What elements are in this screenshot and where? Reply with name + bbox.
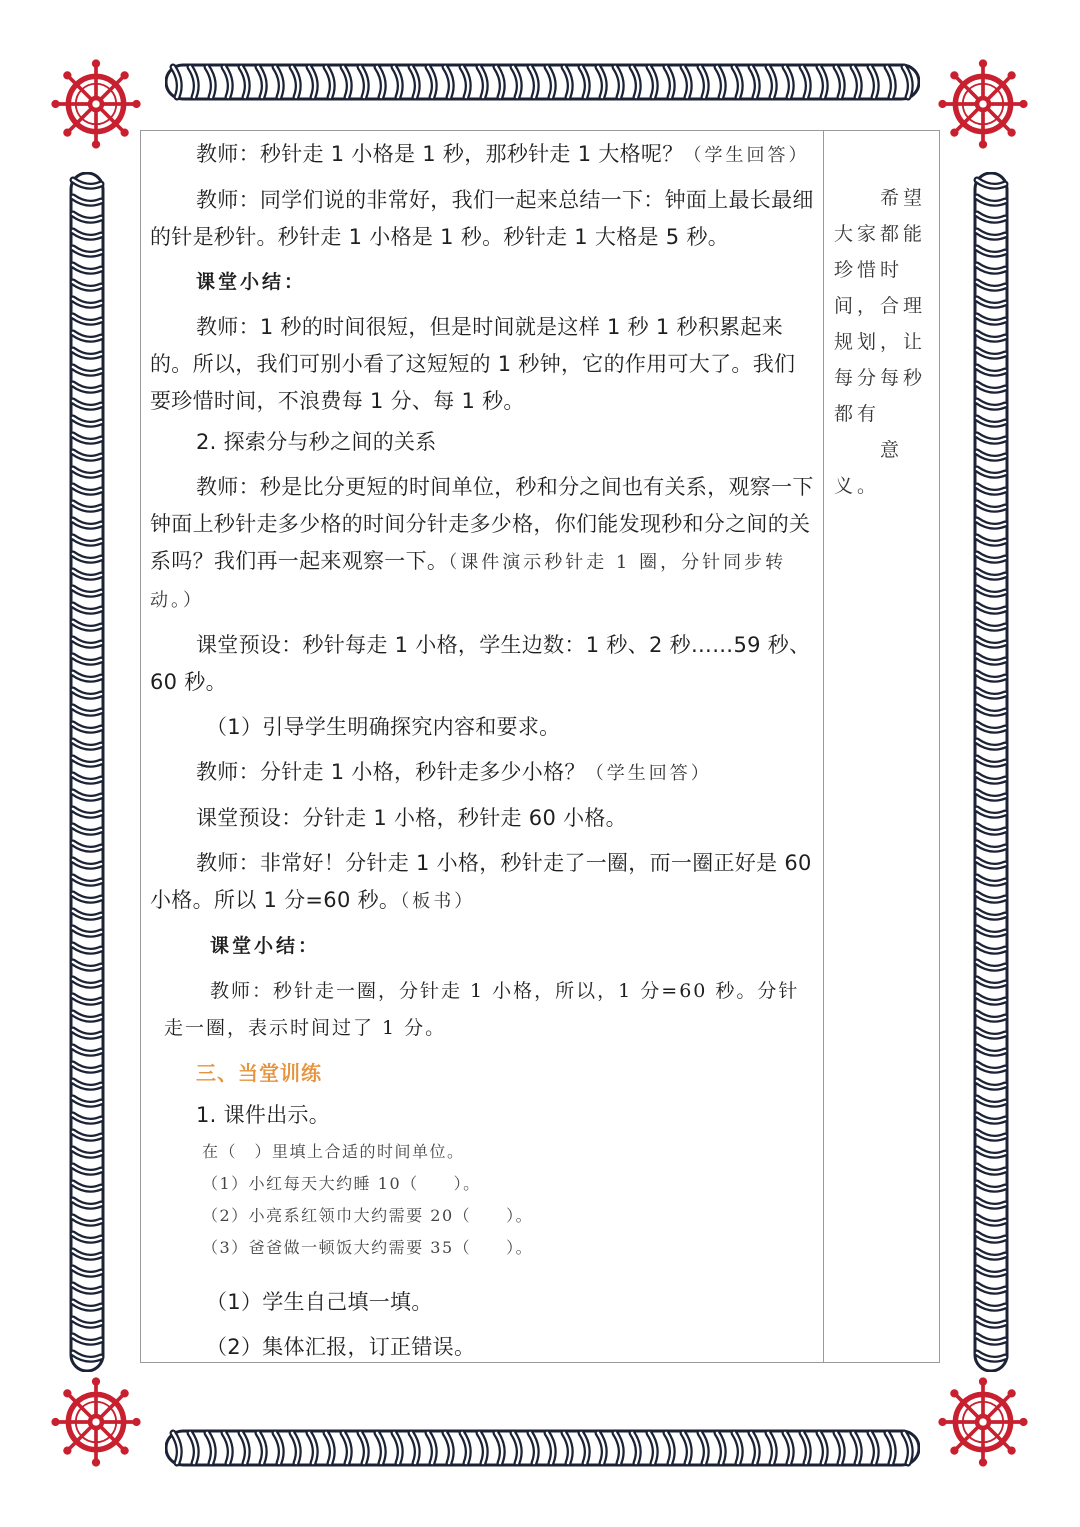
column-divider: [823, 130, 824, 1363]
ship-wheel-icon-bottom-right: [937, 1376, 1029, 1468]
subheading: 2. 探索分与秒之间的关系: [196, 430, 437, 454]
side-note-line: 希望: [880, 187, 927, 209]
side-note-line: 义。: [834, 475, 881, 497]
paragraph: 1. 课件出示。: [196, 1103, 331, 1127]
paragraph: 教师：非常好！分针走 1 小格，秒针走了一圈，而一圈正好是 60 小格。所以 1 分=60 秒。（板书）: [150, 851, 812, 912]
ship-wheel-icon-top-left: [50, 58, 142, 150]
paragraph: 教师：秒是比分更短的时间单位，秒和分之间也有关系，观察一下钟面上秒针走多少格的时间分针走多少格，你们能发现秒和分之间的关系吗？我们再一起来观察一下。（课件演示秒针走 1 圈，分针同步转动。）: [150, 475, 814, 611]
ship-wheel-icon-bottom-left: [50, 1376, 142, 1468]
section-title: 三、当堂训练: [196, 1061, 322, 1085]
side-note-line: 每分每秒: [834, 367, 927, 389]
rope-border-top: [165, 62, 920, 102]
exercise-item: （1）小红每天大约睡 10（ ）。: [202, 1174, 481, 1193]
side-note-line: 珍惜时: [834, 259, 904, 281]
exercise-item: （2）小亮系红领巾大约需要 20（ ）。: [202, 1206, 534, 1225]
paragraph: 课堂预设：分针走 1 小格，秒针走 60 小格。: [196, 806, 627, 830]
paragraph: 教师：秒针走一圈，分针走 1 小格，所以，1 分=60 秒。分针走一圈，表示时间过了 1 分。: [164, 980, 800, 1039]
summary-title: 课堂小结：: [196, 271, 307, 293]
side-note-line: 意: [880, 439, 904, 461]
rope-border-right: [972, 172, 1010, 1372]
lesson-content: [150, 136, 816, 1374]
paragraph: 教师：同学们说的非常好，我们一起来总结一下：钟面上最长最细的针是秒针。秒针走 1 小格是 1 秒。秒针走 1 大格是 5 秒。: [150, 188, 814, 249]
exercise-block: [150, 1136, 816, 1264]
rope-border-left: [68, 172, 106, 1372]
paragraph: 教师：秒针走 1 小格是 1 秒，那秒针走 1 大格呢？（学生回答）: [196, 142, 810, 166]
side-note-line: 规划，让: [834, 331, 927, 353]
ship-wheel-icon-top-right: [937, 58, 1029, 150]
exercise-prompt: 在（ ）里填上合适的时间单位。: [202, 1142, 465, 1161]
side-note-line: 大家都能: [834, 223, 927, 245]
paragraph: （1）引导学生明确探究内容和要求。: [206, 715, 561, 739]
exercise-item: （3）爸爸做一顿饭大约需要 35（ ）。: [202, 1238, 534, 1257]
side-note-line: 间，合理: [834, 295, 927, 317]
side-note-line: 都有: [834, 403, 881, 425]
paragraph: （2）集体汇报，订正错误。: [206, 1335, 476, 1359]
paragraph: 教师：分针走 1 小格，秒针走多少小格？（学生回答）: [196, 760, 712, 784]
rope-border-bottom: [165, 1428, 920, 1468]
paragraph: （1）学生自己填一填。: [206, 1290, 433, 1314]
paragraph: 课堂预设：秒针每走 1 小格，学生边数：1 秒、2 秒……59 秒、60 秒。: [150, 633, 811, 694]
paragraph: 教师：1 秒的时间很短，但是时间就是这样 1 秒 1 秒积累起来的。所以，我们可别小看了这短短的 1 秒钟，它的作用可大了。我们要珍惜时间，不浪费每 1 分、每 1 秒。: [150, 315, 796, 413]
side-note: [834, 180, 930, 504]
summary-title: 课堂小结：: [210, 935, 321, 957]
